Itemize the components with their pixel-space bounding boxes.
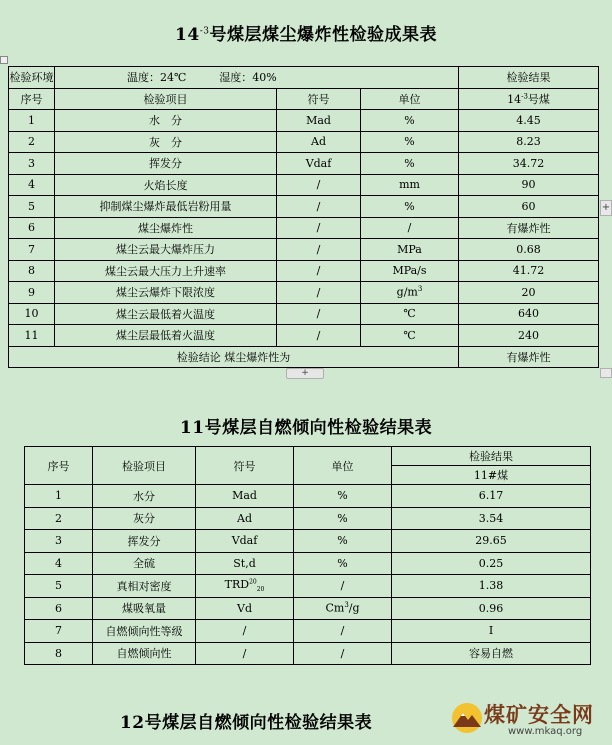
- row-item: 煤尘层最低着火温度: [55, 325, 277, 347]
- result-header: 检验结果: [392, 447, 591, 466]
- table-row: [9, 239, 599, 261]
- table2-title: 11号煤层自燃倾向性检验结果表: [179, 418, 433, 438]
- row-item: 煤吸氧量: [93, 597, 196, 620]
- table-row: [9, 303, 599, 325]
- header-item: 检验项目: [93, 447, 196, 485]
- row-item: 煤尘云爆炸下限浓度: [55, 282, 277, 304]
- row-value: 20: [459, 282, 599, 304]
- row-number: 6: [25, 597, 93, 620]
- row-symbol: Ad: [277, 131, 361, 153]
- row-item: 全硫: [93, 552, 196, 575]
- watermark-url: www.mkaq.org: [508, 726, 583, 737]
- row-unit: %: [361, 196, 459, 218]
- row-value: 容易自燃: [392, 642, 591, 665]
- row-number: 7: [9, 239, 55, 261]
- table-row: [9, 260, 599, 282]
- row-symbol: Vd: [196, 597, 294, 620]
- row-symbol: Ad: [196, 507, 294, 530]
- header-row: [9, 88, 599, 110]
- row-unit: %: [361, 153, 459, 175]
- table-row: [25, 620, 591, 643]
- conclusion-row: [9, 346, 599, 368]
- row-value: 29.65: [392, 530, 591, 553]
- row-symbol: Mad: [196, 485, 294, 508]
- row-number: 5: [9, 196, 55, 218]
- resize-handle[interactable]: [600, 368, 612, 378]
- row-symbol: /: [277, 174, 361, 196]
- row-item: 水 分: [55, 110, 277, 132]
- row-item: 自燃倾向性: [93, 642, 196, 665]
- row-symbol: Vdaf: [196, 530, 294, 553]
- table-row: [9, 325, 599, 347]
- row-unit: $g/m^3$: [361, 282, 459, 304]
- row-number: 7: [25, 620, 93, 643]
- add-column-button[interactable]: [600, 200, 612, 216]
- row-unit: %: [361, 131, 459, 153]
- row-value: 640: [459, 303, 599, 325]
- table-row: [25, 530, 591, 553]
- row-item: 自燃倾向性等级: [93, 620, 196, 643]
- row-symbol: /: [277, 303, 361, 325]
- row-item: 挥发分: [55, 153, 277, 175]
- row-value: 8.23: [459, 131, 599, 153]
- row-unit: %: [294, 552, 392, 575]
- table-move-handle[interactable]: [0, 56, 8, 64]
- row-number: 3: [9, 153, 55, 175]
- table-row: [9, 196, 599, 218]
- row-number: 2: [25, 507, 93, 530]
- row-symbol: /: [277, 196, 361, 218]
- row-item: 真相对密度: [93, 575, 196, 598]
- row-number: 6: [9, 217, 55, 239]
- env-label: 检验环境: [9, 67, 55, 89]
- row-symbol: /: [277, 325, 361, 347]
- row-item: 煤尘云最低着火温度: [55, 303, 277, 325]
- row-value: 0.96: [392, 597, 591, 620]
- row-number: 2: [9, 131, 55, 153]
- site-watermark: [448, 695, 612, 745]
- plus-icon: +: [601, 202, 611, 213]
- row-unit: ℃: [361, 325, 459, 347]
- table-row: [9, 217, 599, 239]
- add-row-button[interactable]: [286, 368, 324, 379]
- row-unit: MPa/s: [361, 260, 459, 282]
- header-coal: 11#煤: [392, 466, 591, 485]
- row-symbol: /: [277, 217, 361, 239]
- row-unit: mm: [361, 174, 459, 196]
- result-header: 检验结果: [459, 67, 599, 89]
- table-row: [25, 642, 591, 665]
- row-unit: %: [361, 110, 459, 132]
- row-value: 3.54: [392, 507, 591, 530]
- plus-icon: +: [301, 368, 309, 378]
- row-symbol: /: [277, 260, 361, 282]
- row-number: 4: [9, 174, 55, 196]
- header-coal: $14^{-3}$号煤: [459, 88, 599, 110]
- row-number: 10: [9, 303, 55, 325]
- row-value: 90: [459, 174, 599, 196]
- table-row: [25, 597, 591, 620]
- row-number: 1: [9, 110, 55, 132]
- row-number: 8: [25, 642, 93, 665]
- header-item: 检验项目: [55, 88, 277, 110]
- row-value: 34.72: [459, 153, 599, 175]
- header-unit: 单位: [361, 88, 459, 110]
- header-symbol: 符号: [196, 447, 294, 485]
- row-unit: /: [294, 575, 392, 598]
- row-symbol: /: [277, 282, 361, 304]
- row-symbol: /: [196, 620, 294, 643]
- row-item: 挥发分: [93, 530, 196, 553]
- env-value: 温度：24℃ 湿度：40%: [55, 67, 459, 89]
- row-value: 0.25: [392, 552, 591, 575]
- spontaneous-combustion-table: [24, 446, 591, 665]
- row-unit: /: [294, 620, 392, 643]
- row-item: 水分: [93, 485, 196, 508]
- conclusion-label: 检验结论 煤尘爆炸性为: [9, 346, 459, 368]
- row-unit: ℃: [361, 303, 459, 325]
- row-value: 4.45: [459, 110, 599, 132]
- row-symbol: Vdaf: [277, 153, 361, 175]
- header-unit: 单位: [294, 447, 392, 485]
- row-value: 41.72: [459, 260, 599, 282]
- explosion-test-table: [8, 66, 599, 368]
- table-row: [9, 131, 599, 153]
- row-value: 1.38: [392, 575, 591, 598]
- row-unit: %: [294, 485, 392, 508]
- row-item: 煤尘云最大压力上升速率: [55, 260, 277, 282]
- row-item: 火焰长度: [55, 174, 277, 196]
- header-no: 序号: [9, 88, 55, 110]
- watermark-text: 煤矿安全网: [484, 703, 594, 727]
- env-row: [9, 67, 599, 89]
- table-row: [25, 575, 591, 598]
- table-row: [25, 507, 591, 530]
- row-number: 3: [25, 530, 93, 553]
- row-item: 煤尘云最大爆炸压力: [55, 239, 277, 261]
- row-unit: %: [294, 507, 392, 530]
- table-row: [25, 485, 591, 508]
- row-symbol: Mad: [277, 110, 361, 132]
- row-item: 抑制煤尘爆炸最低岩粉用量: [55, 196, 277, 218]
- row-item: 灰 分: [55, 131, 277, 153]
- table-row: [25, 552, 591, 575]
- row-unit: /: [361, 217, 459, 239]
- row-value: 60: [459, 196, 599, 218]
- table-row: [9, 110, 599, 132]
- row-number: 1: [25, 485, 93, 508]
- row-symbol: St,d: [196, 552, 294, 575]
- table3-title: 12号煤层自燃倾向性检验结果表: [119, 713, 373, 733]
- row-symbol: /: [277, 239, 361, 261]
- row-symbol: $TRD^{20}_{20}$: [196, 575, 294, 598]
- row-unit: MPa: [361, 239, 459, 261]
- row-value: 0.68: [459, 239, 599, 261]
- table1-title: $14^{-3}$号煤层煤尘爆炸性检验成果表: [175, 25, 437, 45]
- row-number: 9: [9, 282, 55, 304]
- mountain-logo-icon: [450, 701, 484, 735]
- row-value: 有爆炸性: [459, 217, 599, 239]
- row-number: 8: [9, 260, 55, 282]
- row-value: 240: [459, 325, 599, 347]
- row-number: 4: [25, 552, 93, 575]
- row-unit: Cm$^3$/g: [294, 597, 392, 620]
- table-row: [9, 153, 599, 175]
- row-item: 煤尘爆炸性: [55, 217, 277, 239]
- row-number: 11: [9, 325, 55, 347]
- header-row: [25, 447, 591, 466]
- header-no: 序号: [25, 447, 93, 485]
- row-symbol: /: [196, 642, 294, 665]
- header-symbol: 符号: [277, 88, 361, 110]
- table-row: [9, 174, 599, 196]
- row-value: I: [392, 620, 591, 643]
- row-value: 6.17: [392, 485, 591, 508]
- conclusion-value: 有爆炸性: [459, 346, 599, 368]
- row-unit: /: [294, 642, 392, 665]
- row-item: 灰分: [93, 507, 196, 530]
- row-number: 5: [25, 575, 93, 598]
- table-row: [9, 282, 599, 304]
- row-unit: %: [294, 530, 392, 553]
